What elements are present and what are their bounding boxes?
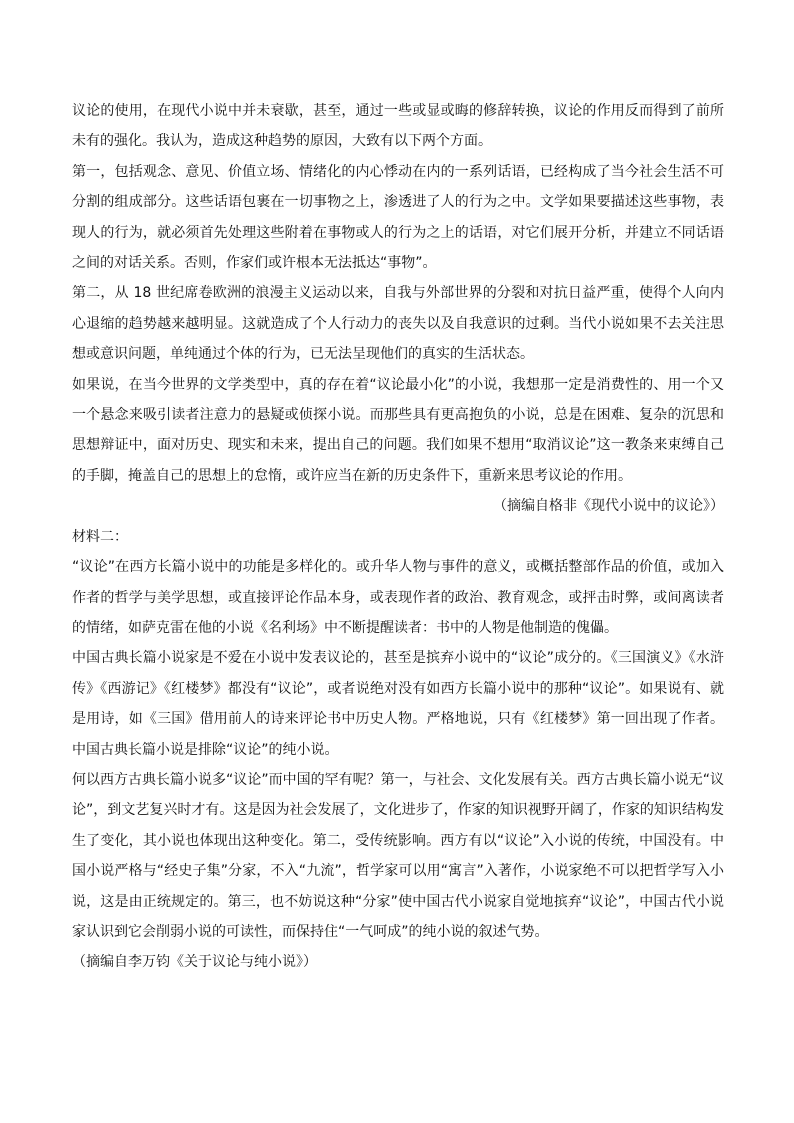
material2-paragraph-3: 何以西方古典长篇小说多“议论”而中国的罕有呢？第一，与社会、文化发展有关。西方古典长篇小说无“议论”，到文艺复兴时才有。这是因为社会发展了，文化进步了，作家的知识视野开阔了，作家的知识结构发生了变化，其小说也体现出这种变化。第二，受传统影响。西方有以“议论”入小说的传统，中国没有。中国小说严格与“经史子集”分家，不入“九流”，哲学家可以用“寓言”入著作，小说家绝不可以把哲学写入小说，这是由正统规定的。第三，也不妨说这种“分家”使中国古代小说家自觉地摈弃“议论”，中国古代小说家认识到它会削弱小说的可读性，而保持住“一气呵成”的纯小说的叙述气势。 [72,771,724,940]
material1-paragraph-2: 第一，包括观念、意见、价值立场、情绪化的内心悸动在内的一系列话语，已经构成了当今社会生活不可分割的组成部分。这些话语包裹在一切事物之上，渗透进了人的行为之中。文学如果要描述这些事物，表现人的行为，就必须首先处理这些附着在事物或人的行为之上的话语，对它们展开分析，并建立不同话语之间的对话关系。否则，作家们或许根本无法抵达“事物”。 [72,163,724,272]
material2-heading: 材料二： [72,528,128,545]
material1-paragraph-3: 第二，从 18 世纪席卷欧洲的浪漫主义运动以来，自我与外部世界的分裂和对抗日益严重，使得个人向内心退缩的趋势越来越明显。这就造成了个人行动力的丧失以及自我意识的过剩。当代小说如果不去关注思想或意识问题，单纯通过个体的行为，已无法呈现他们的真实的生活状态。 [72,285,724,363]
material2-paragraph-2: 中国古典长篇小说家是不爱在小说中发表议论的，甚至是摈弃小说中的“议论”成分的。《三国演义》《水浒传》《西游记》《红楼梦》都没有“议论”，或者说绝对没有如西方长篇小说中的那种“议论”。如果说有、就是用诗，如《三国》借用前人的诗来评论书中历史人物。严格地说，只有《红楼梦》第一回出现了作者。中国古典长篇小说是排除“议论”的纯小说。 [72,650,724,758]
material2-source: （摘编自李万钧《关于议论与纯小说》） [72,954,317,971]
document-page [72,96,724,978]
material2-paragraph-1: “议论”在西方长篇小说中的功能是多样化的。或升华人物与事件的意义，或概括整部作品的价值，或加入作者的哲学与美学思想，或直接评论作品本身，或表现作者的政治、教育观念，或抨击时弊，或间离读者的情绪，如萨克雷在他的小说《名利场》中不断提醒读者：书中的人物是他制造的傀儡。 [72,559,724,636]
material1-paragraph-1: 议论的使用，在现代小说中并未衰歇，甚至，通过一些或显或晦的修辞转换，议论的作用反而得到了前所未有的强化。我认为，造成这种趋势的原因，大致有以下两个方面。 [72,103,724,150]
material1-paragraph-4: 如果说，在当今世界的文学类型中，真的存在着“议论最小化”的小说，我想那一定是消费性的、用一个又一个悬念来吸引读者注意力的悬疑或侦探小说。而那些具有更高抱负的小说，总是在困难、复杂的沉思和思想辩证中，面对历史、现实和未来，提出自己的问题。我们如果不想用“取消议论”这一教条来束缚自己的手脚，掩盖自己的思想上的怠惰，或许应当在新的历史条件下，重新来思考议论的作用。 [72,376,724,484]
material1-source: （摘编自格非《现代小说中的议论》） [493,498,724,515]
